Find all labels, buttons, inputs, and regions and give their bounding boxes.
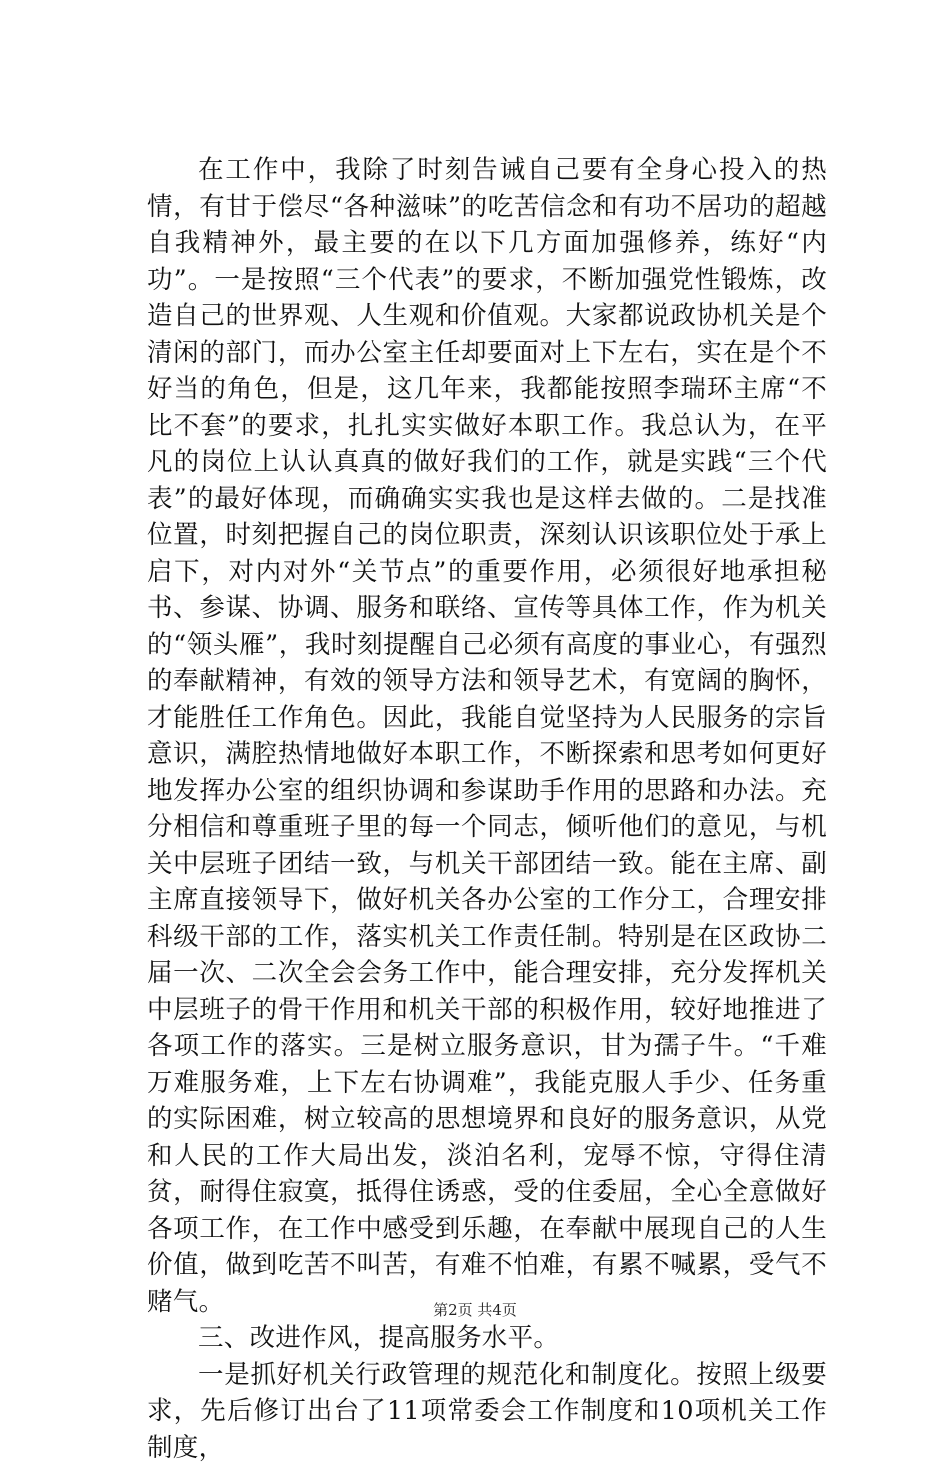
document-body bbox=[147, 152, 827, 1466]
paragraph-2-heading: 三、改进作风，提高服务水平。 bbox=[147, 1320, 827, 1357]
paragraph-1: 在工作中，我除了时刻告诫自己要有全身心投入的热情，有甘于偿尽“各种滋味”的吃苦信念和有功不居功的超越自我精神外，最主要的在以下几方面加强修养，练好“内功”。一是按照“三个代表”的要求，不断加强党性锻炼，改造自己的世界观、人生观和价值观。大家都说政协机关是个清闲的部门，而办公室主任却要面对上下左右，实在是个不好当的角色，但是，这几年来，我都能按照李瑞环主席“不比不套”的要求，扎扎实实做好本职工作。我总认为，在平凡的岗位上认认真真的做好我们的工作，就是实践“三个代表”的最好体现，而确确实实我也是这样去做的。二是找准位置，时刻把握自己的岗位职责，深刻认识该职位处于承上启下，对内对外“关节点”的重要作用，必须很好地承担秘书、参谋、协调、服务和联络、宣传等具体工作，作为机关的“领头雁”，我时刻提醒自己必须有高度的事业心，有强烈的奉献精神，有效的领导方法和领导艺术，有宽阔的胸怀，才能胜任工作角色。因此，我能自觉坚持为人民服务的宗旨意识，满腔热情地做好本职工作，不断探索和思考如何更好地发挥办公室的组织协调和参谋助手作用的思路和办法。充分相信和尊重班子里的每一个同志，倾听他们的意见，与机关中层班子团结一致，与机关干部团结一致。能在主席、副主席直接领导下，做好机关各办公室的工作分工，合理安排科级干部的工作，落实机关工作责任制。特别是在区政协二届一次、二次全会会务工作中，能合理安排，充分发挥机关中层班子的骨干作用和机关干部的积极作用，较好地推进了各项工作的落实。三是树立服务意识，甘为孺子牛。“千难万难服务难，上下左右协调难”，我能克服人手少、任务重的实际困难，树立较高的思想境界和良好的服务意识，从党和人民的工作大局出发，淡泊名利，宠辱不惊，守得住清贫，耐得住寂寞，抵得住诱惑，受的住委屈，全心全意做好各项工作，在工作中感受到乐趣，在奉献中展现自己的人生价值，做到吃苦不叫苦，有难不怕难，有累不喊累，受气不赌气。 bbox=[147, 152, 827, 1320]
page-footer: 第2页 共4页 bbox=[0, 1300, 950, 1320]
paragraph-3: 一是抓好机关行政管理的规范化和制度化。按照上级要求，先后修订出台了11项常委会工作制度和10项机关工作制度， bbox=[147, 1357, 827, 1466]
